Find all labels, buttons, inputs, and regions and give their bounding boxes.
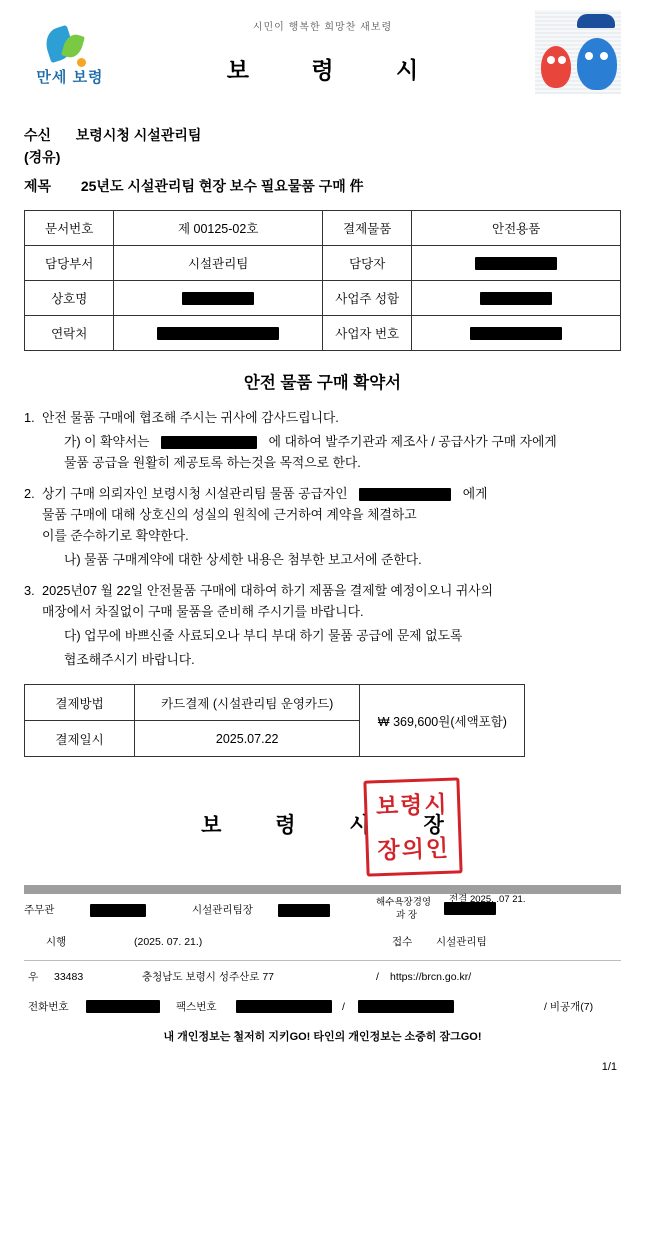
clause-1-sub-prefix: 가) 이 확약서는 — [64, 434, 150, 449]
official-seal-icon: 보령시 장의인 — [363, 777, 462, 876]
redacted-block — [358, 1000, 454, 1013]
footer-separator: / — [376, 971, 379, 983]
recipient-line — [24, 124, 621, 146]
footer-separator: / — [342, 1001, 345, 1013]
payment-table — [24, 684, 525, 757]
clause-2-text-a: 상기 구매 의뢰자인 보령시청 시설관리팀 물품 공급자인 — [42, 486, 348, 501]
cell-label-owner-name: 사업주 성함 — [322, 281, 411, 316]
clause-2-line2: 물품 구매에 대해 상호신의 성실의 원칙에 근거하여 계약을 체결하고 — [42, 507, 417, 522]
cell-value-payment-method: 카드결제 (시설관리팀 운영카드) — [135, 685, 360, 721]
table-row — [25, 316, 621, 351]
footer-final-approval-label: 전결 2025. .07 21. — [449, 894, 526, 905]
cell-value-payment-item: 안전용품 — [412, 211, 621, 246]
redacted-block — [480, 292, 552, 305]
footer-team-leader-label: 시설관리팀장 — [192, 904, 253, 916]
cell-label-business-no: 사업자 번호 — [322, 316, 411, 351]
redacted-block — [278, 904, 330, 917]
cell-value-amount: ₩ 369,600원(세액포함) — [360, 685, 525, 757]
clause-1-text: 안전 물품 구매에 협조해 주시는 귀사에 감사드립니다. — [42, 410, 339, 425]
cell-value-payment-date: 2025.07.22 — [135, 721, 360, 757]
cell-value-manager — [412, 246, 621, 281]
mascot-red-character-icon — [541, 46, 571, 88]
clause-2-number: 2. — [24, 486, 35, 501]
footer-division-label-line1: 해수욕장경영 — [376, 897, 432, 908]
clause-2-sub: 나) 물품 구매계약에 대한 상세한 내용은 첨부한 보고서에 준한다. — [64, 552, 422, 567]
privacy-notice: 내 개인정보는 철저히 지키GO! 타인의 개인정보는 소중히 잠그GO! — [163, 1031, 482, 1043]
contract-clauses — [24, 407, 621, 670]
recipient-value: 보령시청 시설관리팀 — [75, 127, 202, 143]
mascot-blue-character-icon — [577, 38, 617, 90]
footer-disclosure-label: / 비공개(7) — [544, 1001, 594, 1013]
clause-2-text-b: 에게 — [462, 486, 488, 501]
clause-1 — [24, 407, 621, 473]
footer-address-value: 충청남도 보령시 성주산로 77 — [142, 971, 275, 983]
clause-3-line2: 매장에서 차질없이 구매 물품을 준비해 주시기를 바랍니다. — [42, 604, 364, 619]
cell-value-company-name — [114, 281, 323, 316]
mascot-eye-icon — [585, 52, 593, 60]
clause-1-sub-line2: 물품 공급을 원활히 제공토록 하는것을 목적으로 한다. — [64, 455, 361, 470]
clause-2-line3: 이를 준수하기로 확약한다. — [42, 528, 189, 543]
cell-value-contact — [114, 316, 323, 351]
redacted-block — [86, 1000, 160, 1013]
subject-value: 25년도 시설관리팀 현장 보수 필요물품 구매 件 — [80, 178, 364, 194]
cell-label-payment-item: 결제물품 — [322, 211, 411, 246]
cell-label-contact: 연락처 — [25, 316, 114, 351]
footer-receipt-label: 접수 — [392, 936, 413, 948]
organization-title: 보 령 시 — [226, 57, 447, 83]
clause-1-sub — [42, 431, 621, 473]
cell-label-manager: 담당자 — [322, 246, 411, 281]
cell-label-doc-no: 문서번호 — [25, 211, 114, 246]
redacted-block — [161, 436, 257, 449]
footer-tel-label: 전화번호 — [28, 1001, 69, 1013]
signature-text: 보 령 시 장 — [201, 814, 468, 837]
recipient-label: 수신 — [24, 127, 52, 143]
footer-zip-value: 33483 — [54, 971, 84, 983]
redacted-block — [359, 488, 451, 501]
cell-label-company-name: 상호명 — [25, 281, 114, 316]
address-block — [24, 124, 621, 168]
clause-3-sub-line1: 다) 업무에 바쁘신줄 사료되오나 부디 부대 하기 물품 공급에 문제 없도록 — [64, 628, 463, 643]
redacted-block — [182, 292, 254, 305]
table-row — [25, 211, 621, 246]
signature-block — [24, 779, 621, 875]
footer-website-link[interactable]: https://brcn.go.kr/ — [390, 971, 472, 983]
redacted-block — [90, 904, 146, 917]
cell-value-owner-name — [412, 281, 621, 316]
footer-address-row — [24, 965, 621, 991]
cell-label-payment-method: 결제방법 — [25, 685, 135, 721]
footer-officer-label: 주무관 — [24, 904, 55, 916]
redacted-block — [236, 1000, 332, 1013]
city-slogan: 시민이 행복한 희망찬 새보령 — [252, 22, 393, 33]
footer-fax-label: 팩스번호 — [176, 1001, 217, 1013]
contract-title: 안전 물품 구매 확약서 — [243, 374, 402, 392]
document-footer — [24, 894, 621, 1075]
clause-2 — [24, 483, 621, 570]
table-row — [25, 246, 621, 281]
logo-text: 만세 보령 — [36, 69, 104, 86]
cell-value-business-no — [412, 316, 621, 351]
mascot-eye-icon — [558, 56, 566, 64]
document-info-table — [24, 210, 621, 351]
table-row — [25, 281, 621, 316]
leaf-logo-icon — [24, 28, 116, 92]
subject-label: 제목 — [24, 178, 52, 194]
footer-rule — [24, 960, 621, 961]
document-header — [24, 0, 621, 112]
footer-division-label-line2: 과 장 — [396, 910, 417, 921]
clause-1-sub-line1 — [64, 431, 621, 452]
footer-execution-row — [24, 930, 621, 956]
cell-value-department: 시설관리팀 — [114, 246, 323, 281]
footer-receipt-value: 시설관리팀 — [436, 936, 487, 948]
clause-1-number: 1. — [24, 410, 35, 425]
city-mascot-icon — [535, 10, 621, 94]
mascot-eye-icon — [600, 52, 608, 60]
redacted-block — [470, 327, 562, 340]
clause-3 — [24, 580, 621, 670]
footer-zip-label: 우 — [28, 971, 39, 983]
footer-execution-value: (2025. 07. 21.) — [134, 936, 203, 948]
footer-execution-label: 시행 — [46, 936, 67, 948]
cell-label-department: 담당부서 — [25, 246, 114, 281]
via-line: (경유) — [24, 149, 61, 165]
footer-divider — [24, 885, 621, 894]
clause-3-sub-line2: 협조해주시기 바랍니다. — [64, 652, 195, 667]
redacted-block — [157, 327, 279, 340]
clause-3-number: 3. — [24, 583, 35, 598]
clause-1-sub-suffix: 에 대하여 발주기관과 제조사 / 공급사가 구매 자에게 — [268, 434, 557, 449]
footer-approval-row — [24, 894, 621, 926]
cell-value-doc-no: 제 00125-02호 — [114, 211, 323, 246]
footer-contact-row — [24, 995, 621, 1021]
mascot-cap-icon — [577, 14, 615, 28]
clause-3-line1: 2025년07 월 22일 안전물품 구매에 대하여 하기 제품을 결제할 예정이오니 귀사의 — [42, 583, 493, 598]
table-row — [25, 685, 525, 721]
page-number: 1/1 — [601, 1061, 617, 1073]
redacted-block — [475, 257, 557, 270]
mascot-eye-icon — [547, 56, 555, 64]
subject-line — [24, 176, 621, 196]
cell-label-payment-date: 결제일시 — [25, 721, 135, 757]
